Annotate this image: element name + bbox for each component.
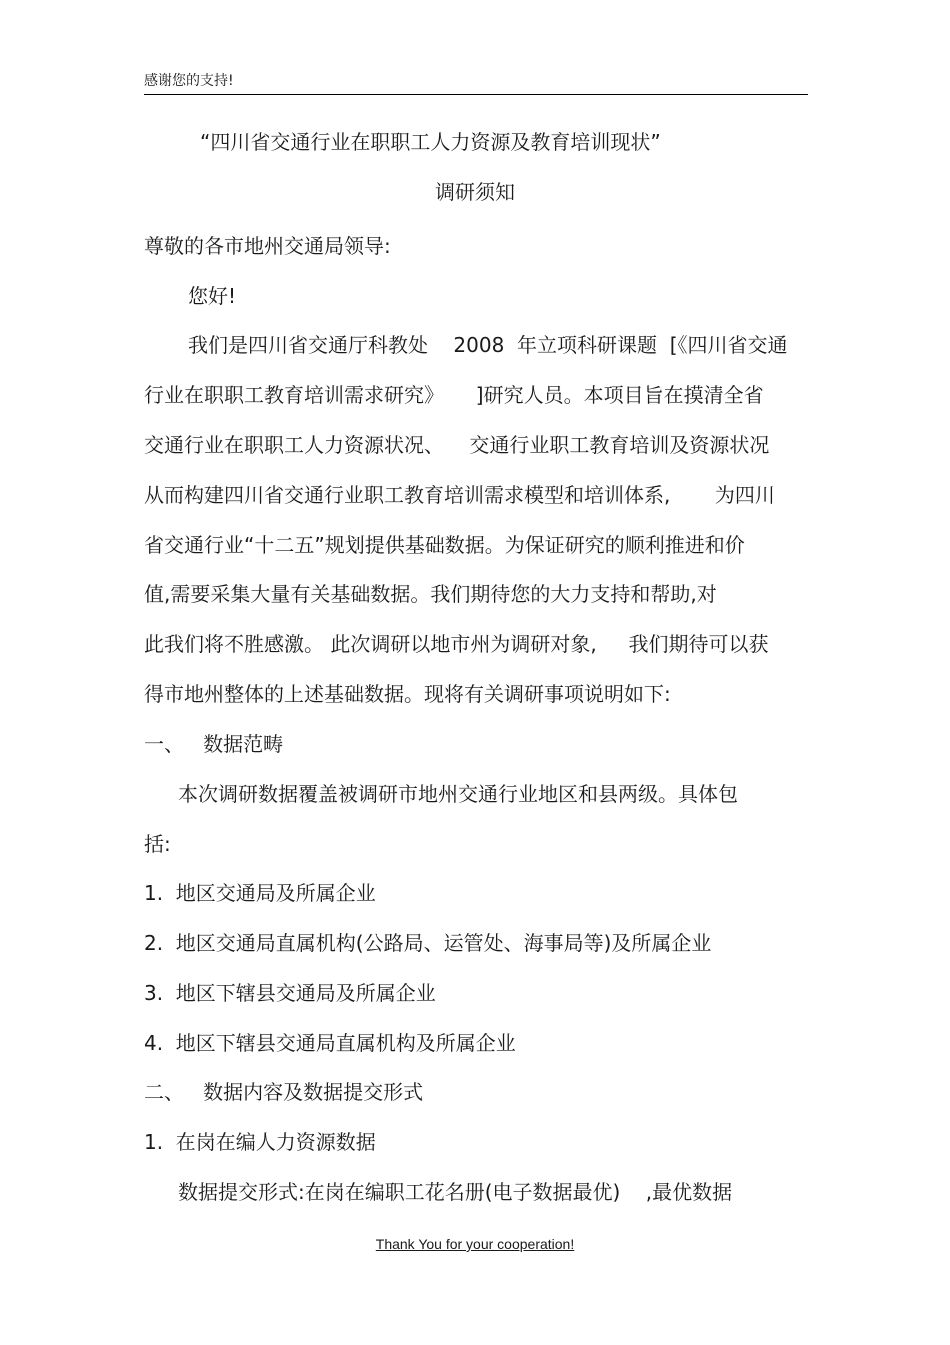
header-divider: [144, 94, 808, 95]
document-subtitle: 调研须知: [435, 180, 515, 204]
list-item: 1. 地区交通局及所属企业: [144, 881, 376, 905]
paragraph-line: 交通行业在职职工人力资源状况、 交通行业职工教育培训及资源状况: [144, 433, 770, 457]
paragraph-line: 此我们将不胜感激。 此次调研以地市州为调研对象, 我们期待可以获: [144, 632, 769, 656]
list-item: 3. 地区下辖县交通局及所属企业: [144, 981, 436, 1005]
list-item: 2. 地区交通局直属机构(公路局、运管处、海事局等)及所属企业: [144, 931, 712, 955]
paragraph-line: 数据提交形式:在岗在编职工花名册(电子数据最优) ,最优数据: [178, 1180, 733, 1204]
page-header: 感谢您的支持!: [144, 73, 234, 89]
salutation: 尊敬的各市地州交通局领导:: [144, 234, 391, 258]
paragraph-line: 行业在职职工教育培训需求研究》 ]研究人员。本项目旨在摸清全省: [144, 383, 764, 407]
footer-note: Thank You for your cooperation!: [375, 1236, 575, 1252]
paragraph-line: 本次调研数据覆盖被调研市地州交通行业地区和县两级。具体包: [178, 782, 738, 806]
section-heading-2: 二、 数据内容及数据提交形式: [144, 1080, 424, 1104]
paragraph-line: 得市地州整体的上述基础数据。现将有关调研事项说明如下:: [144, 682, 671, 706]
paragraph-line: 我们是四川省交通厅科教处 2008 年立项科研课题 [《四川省交通: [188, 333, 788, 357]
list-item: 4. 地区下辖县交通局直属机构及所属企业: [144, 1031, 516, 1055]
paragraph-line: 从而构建四川省交通行业职工教育培训需求模型和培训体系, 为四川: [144, 483, 775, 507]
paragraph-line: 括:: [144, 832, 171, 856]
greeting: 您好!: [188, 284, 237, 308]
list-item: 1. 在岗在编人力资源数据: [144, 1130, 376, 1154]
paragraph-line: 值,需要采集大量有关基础数据。我们期待您的大力支持和帮助,对: [144, 582, 717, 606]
paragraph-line: 省交通行业“十二五”规划提供基础数据。为保证研究的顺利推进和价: [144, 533, 745, 557]
section-heading-1: 一、 数据范畴: [144, 732, 284, 756]
document-title: “四川省交通行业在职职工人力资源及教育培训现状”: [200, 130, 661, 154]
